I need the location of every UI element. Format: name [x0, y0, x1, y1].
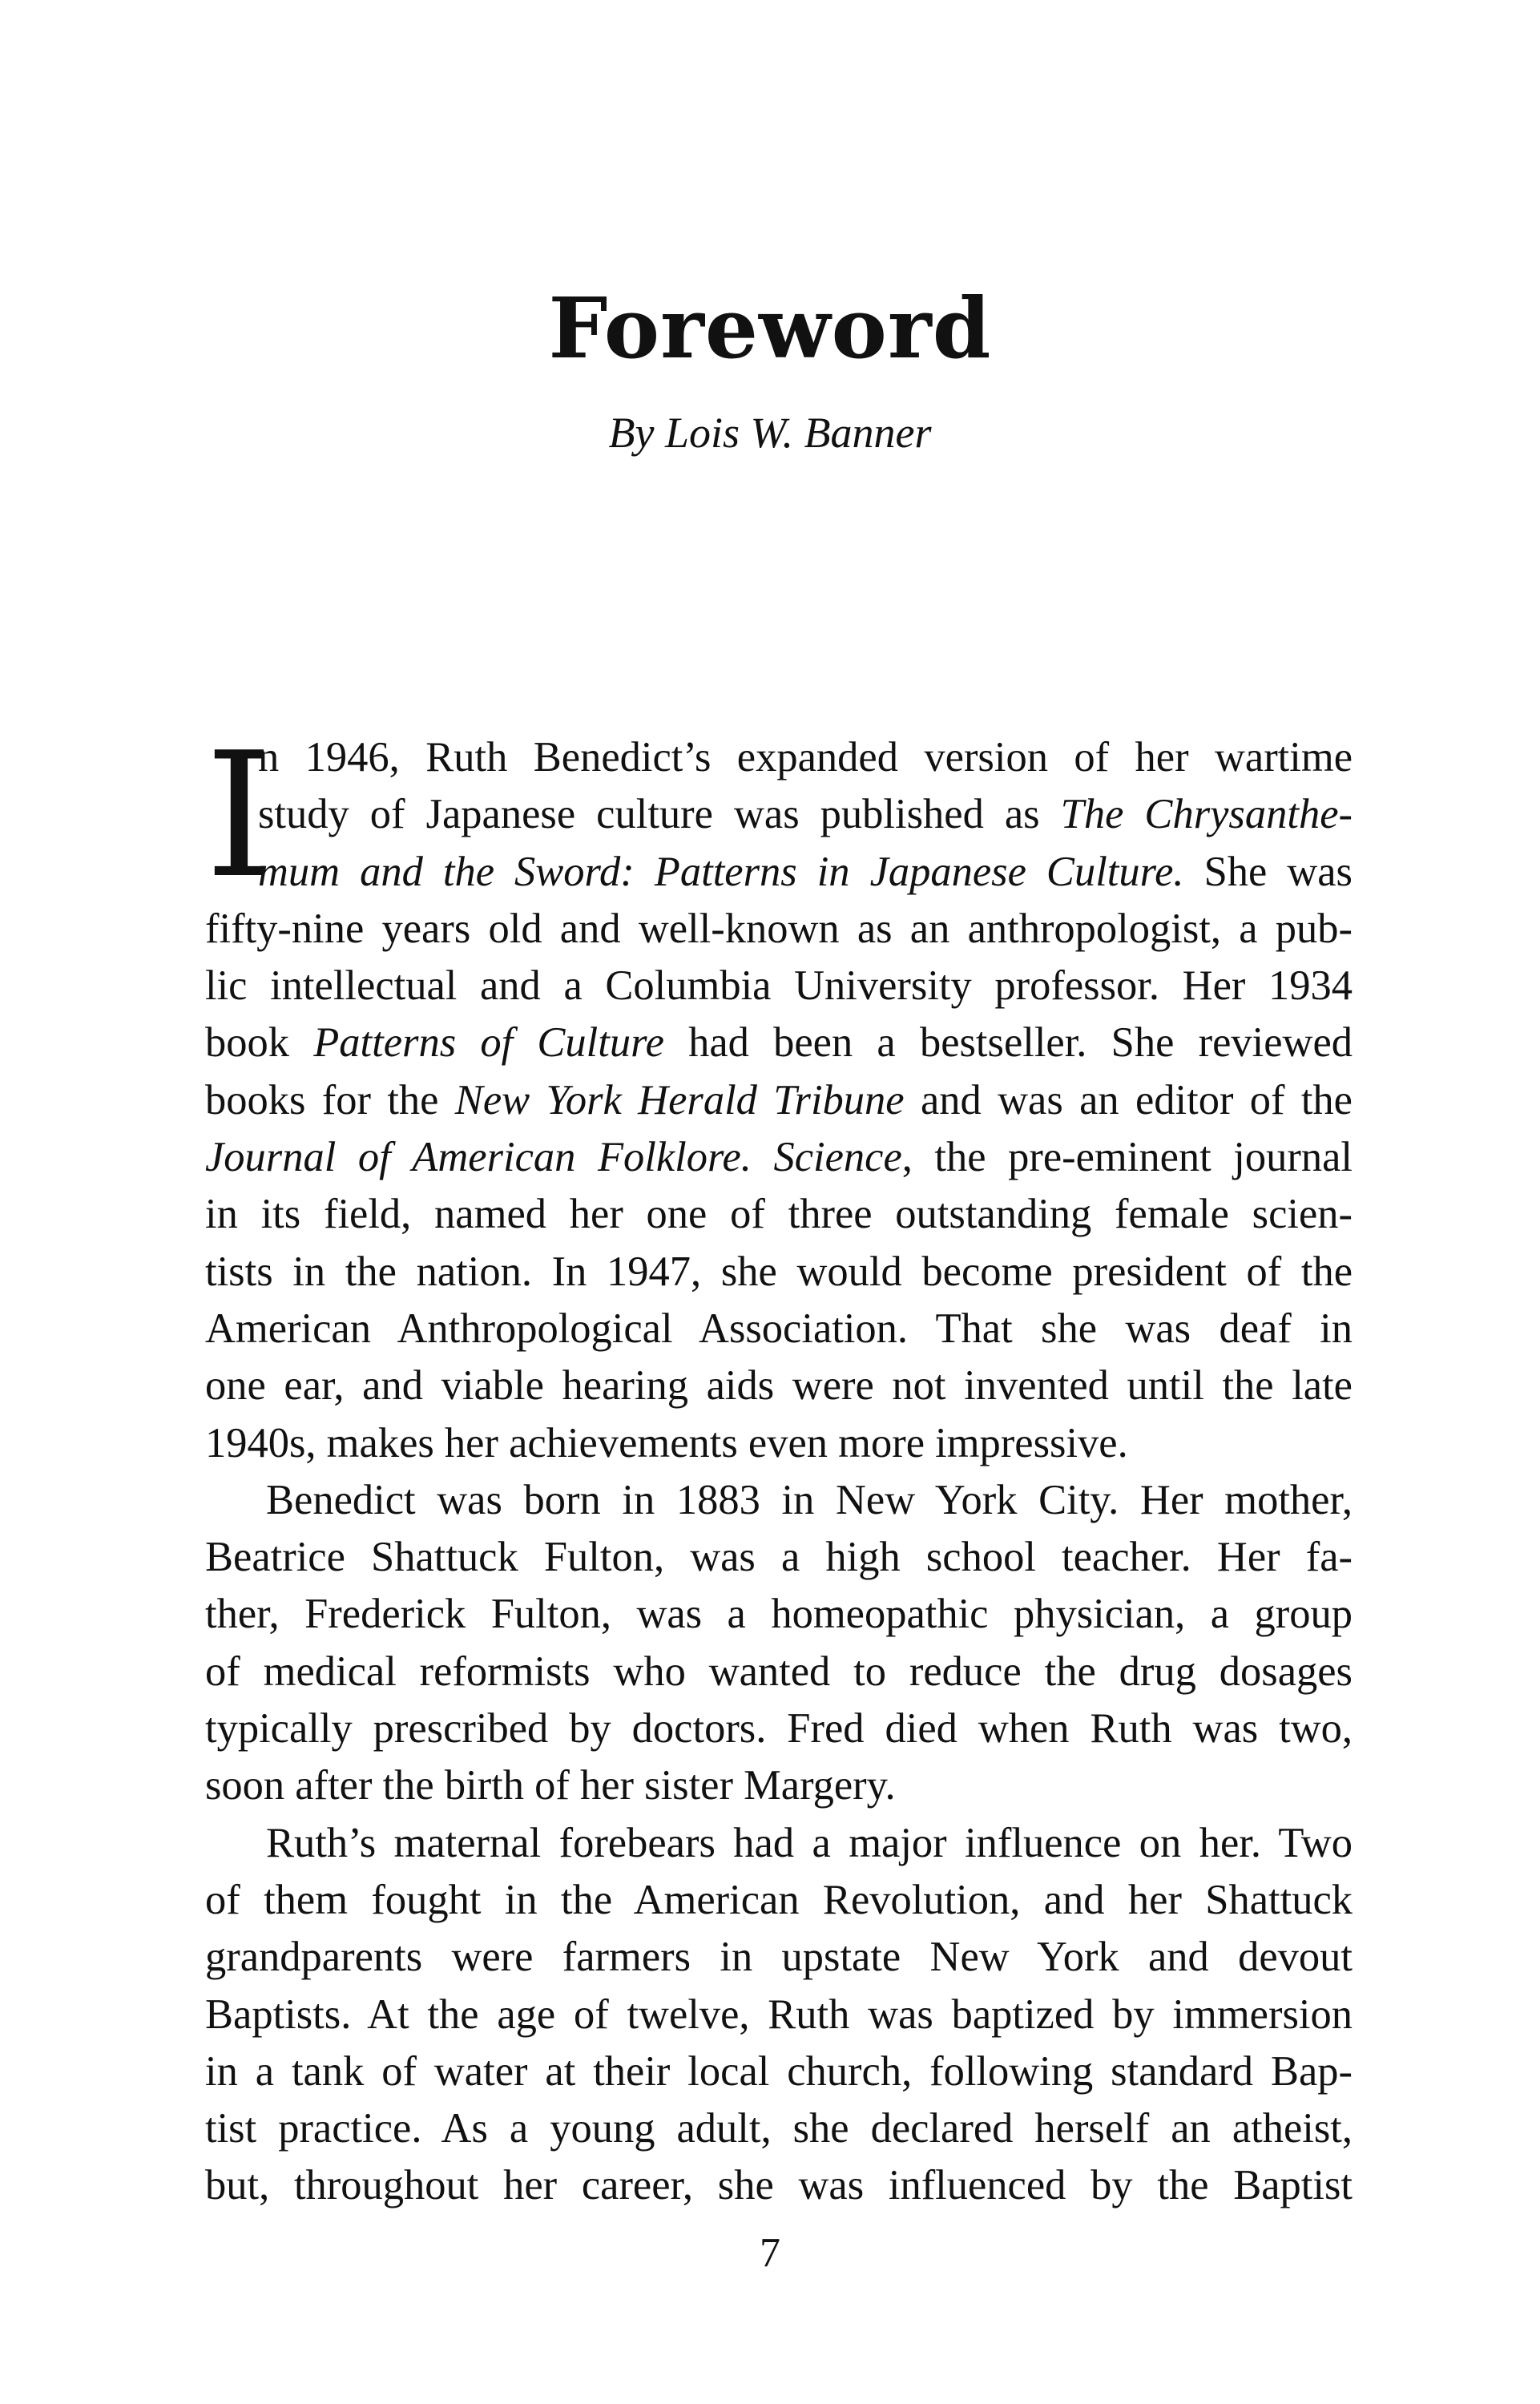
text-line: Baptists. At the age of twelve, Ruth was baptized by immersion [205, 1991, 1353, 2038]
book-title: The Chrysanthe- [1060, 791, 1353, 838]
text-line: typically prescribed by doctors. Fred died when Ruth was two, [205, 1705, 1353, 1753]
text-line: Ruth’s maternal forebears had a major influence on her. Two [266, 1819, 1353, 1866]
journal-title: Science [773, 1134, 902, 1181]
text-line: tists in the nation. In 1947, she would become president of the [205, 1248, 1353, 1295]
text-line: books for the New York Herald Tribune and was an editor of the [205, 1076, 1353, 1123]
text-line: in a tank of water at their local church, following standard Bap- [205, 2047, 1353, 2095]
paragraph [205, 1472, 1353, 1815]
author-byline: By Lois W. Banner [608, 409, 932, 457]
journal-title: Journal of American Folklore. [205, 1134, 752, 1181]
text-line: Beatrice Shattuck Fulton, was a high school teacher. Her fa- [205, 1534, 1353, 1581]
text-line: Journal of American Folklore. Science, the pre-eminent journal [205, 1134, 1353, 1181]
book-title: Patterns of Culture [313, 1019, 664, 1067]
text-line: American Anthropological Association. That she was deaf in [205, 1305, 1353, 1352]
newspaper-title: New York Herald Tribune [454, 1076, 905, 1123]
text-line: ther, Frederick Fulton, was a homeopathic physician, a group [205, 1591, 1353, 1638]
paragraph [205, 1815, 1353, 2215]
text-line: but, throughout her career, she was influenced by the Baptist [205, 2162, 1353, 2209]
text-line: Benedict was born in 1883 in New York City. Her mother, [266, 1476, 1353, 1523]
text-line: lic intellectual and a Columbia University professor. Her 1934 [205, 962, 1353, 1010]
text-line: n 1946, Ruth Benedict’s expanded version of her wartime [258, 734, 1353, 780]
text-line: study of Japanese culture was published as The Chrysanthe- [258, 791, 1353, 838]
text-line: fifty-nine years old and well-known as an anthropologist, a pub- [205, 905, 1353, 952]
text-line: book Patterns of Culture had been a bestseller. She reviewed [205, 1019, 1353, 1067]
book-title: mum and the Sword: Patterns in Japanese Culture. [258, 848, 1184, 895]
text-line: in its field, named her one of three outstanding female scien- [205, 1191, 1353, 1238]
text-line: of medical reformists who wanted to reduce the drug dosages [205, 1648, 1353, 1695]
text-line: soon after the birth of her sister Margery. [205, 1762, 896, 1809]
text-line: tist practice. As a young adult, she declared herself an atheist, [205, 2105, 1353, 2152]
text-line: mum and the Sword: Patterns in Japanese Culture. She was [258, 848, 1353, 895]
paragraph [205, 715, 1353, 1472]
chapter-title: Foreword [548, 279, 992, 377]
text-line: 1940s, makes her achievements even more impressive. [205, 1419, 1128, 1466]
text-line: grandparents were farmers in upstate New York and devout [205, 1934, 1353, 1981]
text-line: one ear, and viable hearing aids were not invented until the late [205, 1362, 1353, 1410]
drop-cap: I [205, 715, 273, 916]
page-number: 7 [760, 2230, 780, 2276]
text-line: of them fought in the American Revolution, and her Shattuck [205, 1876, 1353, 1923]
body-text [205, 715, 1353, 2215]
